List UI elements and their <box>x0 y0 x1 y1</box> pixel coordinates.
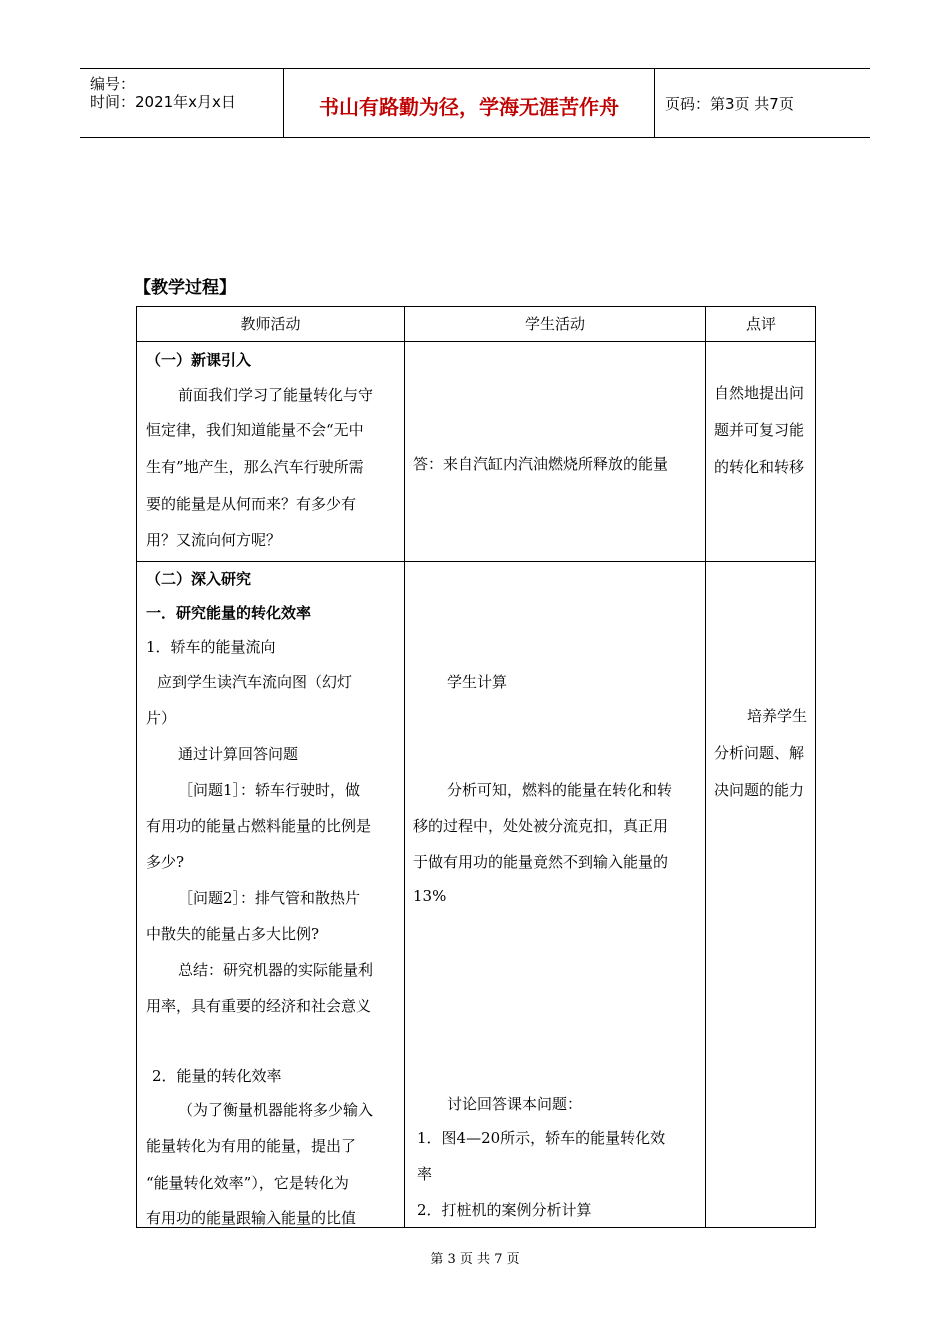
comment-line: 分析问题、解 <box>714 744 805 762</box>
page-header <box>80 68 870 138</box>
comment-line: 题并可复习能 <box>714 421 805 439</box>
header-meta-cell <box>80 69 284 137</box>
teacher-line: 应到学生读汽车流向图（幻灯 <box>157 673 353 691</box>
teacher-line: 1．轿车的能量流向 <box>146 638 276 656</box>
teacher-line: 前面我们学习了能量转化与守 <box>178 386 374 404</box>
teacher-line: 片） <box>146 709 177 727</box>
row-divider <box>137 561 815 562</box>
teacher-line: 中散失的能量占多大比例? <box>146 925 320 943</box>
teacher-line: 用？又流向何方呢？ <box>146 531 282 549</box>
teacher-line: 能量转化为有用的能量，提出了 <box>146 1137 357 1155</box>
comment-line: 的转化和转移 <box>714 458 805 476</box>
student-line: 答：来自汽缸内汽油燃烧所释放的能量 <box>413 455 669 473</box>
teacher-line: 总结：研究机器的实际能量利 <box>178 961 374 979</box>
teacher-line: （一）新课引入 <box>146 351 252 369</box>
teacher-line: 用率，具有重要的经济和社会意义 <box>146 997 372 1015</box>
section-title: 【教学过程】 <box>134 278 236 298</box>
header-teacher-activity: 教师活动 <box>240 315 301 333</box>
student-line: 分析可知，燃料的能量在转化和转 <box>447 781 673 799</box>
header-comment: 点评 <box>745 315 776 333</box>
student-line: 于做有用功的能量竟然不到输入能量的 <box>413 853 669 871</box>
header-motto: 书山有路勤为径，学海无涯苦作舟 <box>319 95 619 119</box>
teacher-line: 生有”地产生，那么汽车行驶所需 <box>146 458 364 476</box>
student-line: 率 <box>417 1165 433 1183</box>
teacher-line: 通过计算回答问题 <box>178 745 299 763</box>
header-page-cell <box>655 69 870 137</box>
student-line: 13% <box>413 887 447 905</box>
teacher-line: ［问题1］：轿车行驶时，做 <box>178 781 361 799</box>
teacher-line: 恒定律，我们知道能量不会“无中 <box>146 421 364 439</box>
student-line: 2．打桩机的案例分析计算 <box>417 1201 592 1219</box>
teacher-line: 一．研究能量的转化效率 <box>146 604 312 622</box>
teacher-line: 有用功的能量跟输入能量的比值 <box>146 1209 357 1227</box>
column-divider <box>404 307 405 1227</box>
document-date: 时间：2021年x月x日 <box>90 93 236 111</box>
teacher-line: 2．能量的转化效率 <box>152 1067 282 1085</box>
student-line: 1．图4—20所示，轿车的能量转化效 <box>417 1129 666 1147</box>
document-number: 编号： <box>90 75 136 93</box>
teacher-line: 多少? <box>146 853 185 871</box>
teacher-line: 有用功的能量占燃料能量的比例是 <box>146 817 372 835</box>
comment-line: 培养学生 <box>747 707 808 725</box>
teacher-line: “能量转化效率”），它是转化为 <box>146 1174 349 1192</box>
teacher-line: （为了衡量机器能将多少输入 <box>178 1101 374 1119</box>
header-student-activity: 学生活动 <box>524 315 585 333</box>
student-line: 讨论回答课本问题： <box>447 1095 583 1113</box>
teacher-line: （二）深入研究 <box>146 570 252 588</box>
row-divider <box>137 341 815 342</box>
header-page-number: 页码：第3页 共7页 <box>665 95 794 113</box>
column-divider <box>705 307 706 1227</box>
student-line: 学生计算 <box>447 673 508 691</box>
page-footer: 第 3 页 共 7 页 <box>430 1252 520 1267</box>
teacher-line: ［问题2］：排气管和散热片 <box>178 889 361 907</box>
student-line: 移的过程中，处处被分流克扣，真正用 <box>413 817 669 835</box>
comment-line: 自然地提出问 <box>714 384 805 402</box>
comment-line: 决问题的能力 <box>714 781 805 799</box>
teaching-process-table <box>136 306 816 1228</box>
header-motto-cell <box>284 69 655 137</box>
teacher-line: 要的能量是从何而来？有多少有 <box>146 495 357 513</box>
